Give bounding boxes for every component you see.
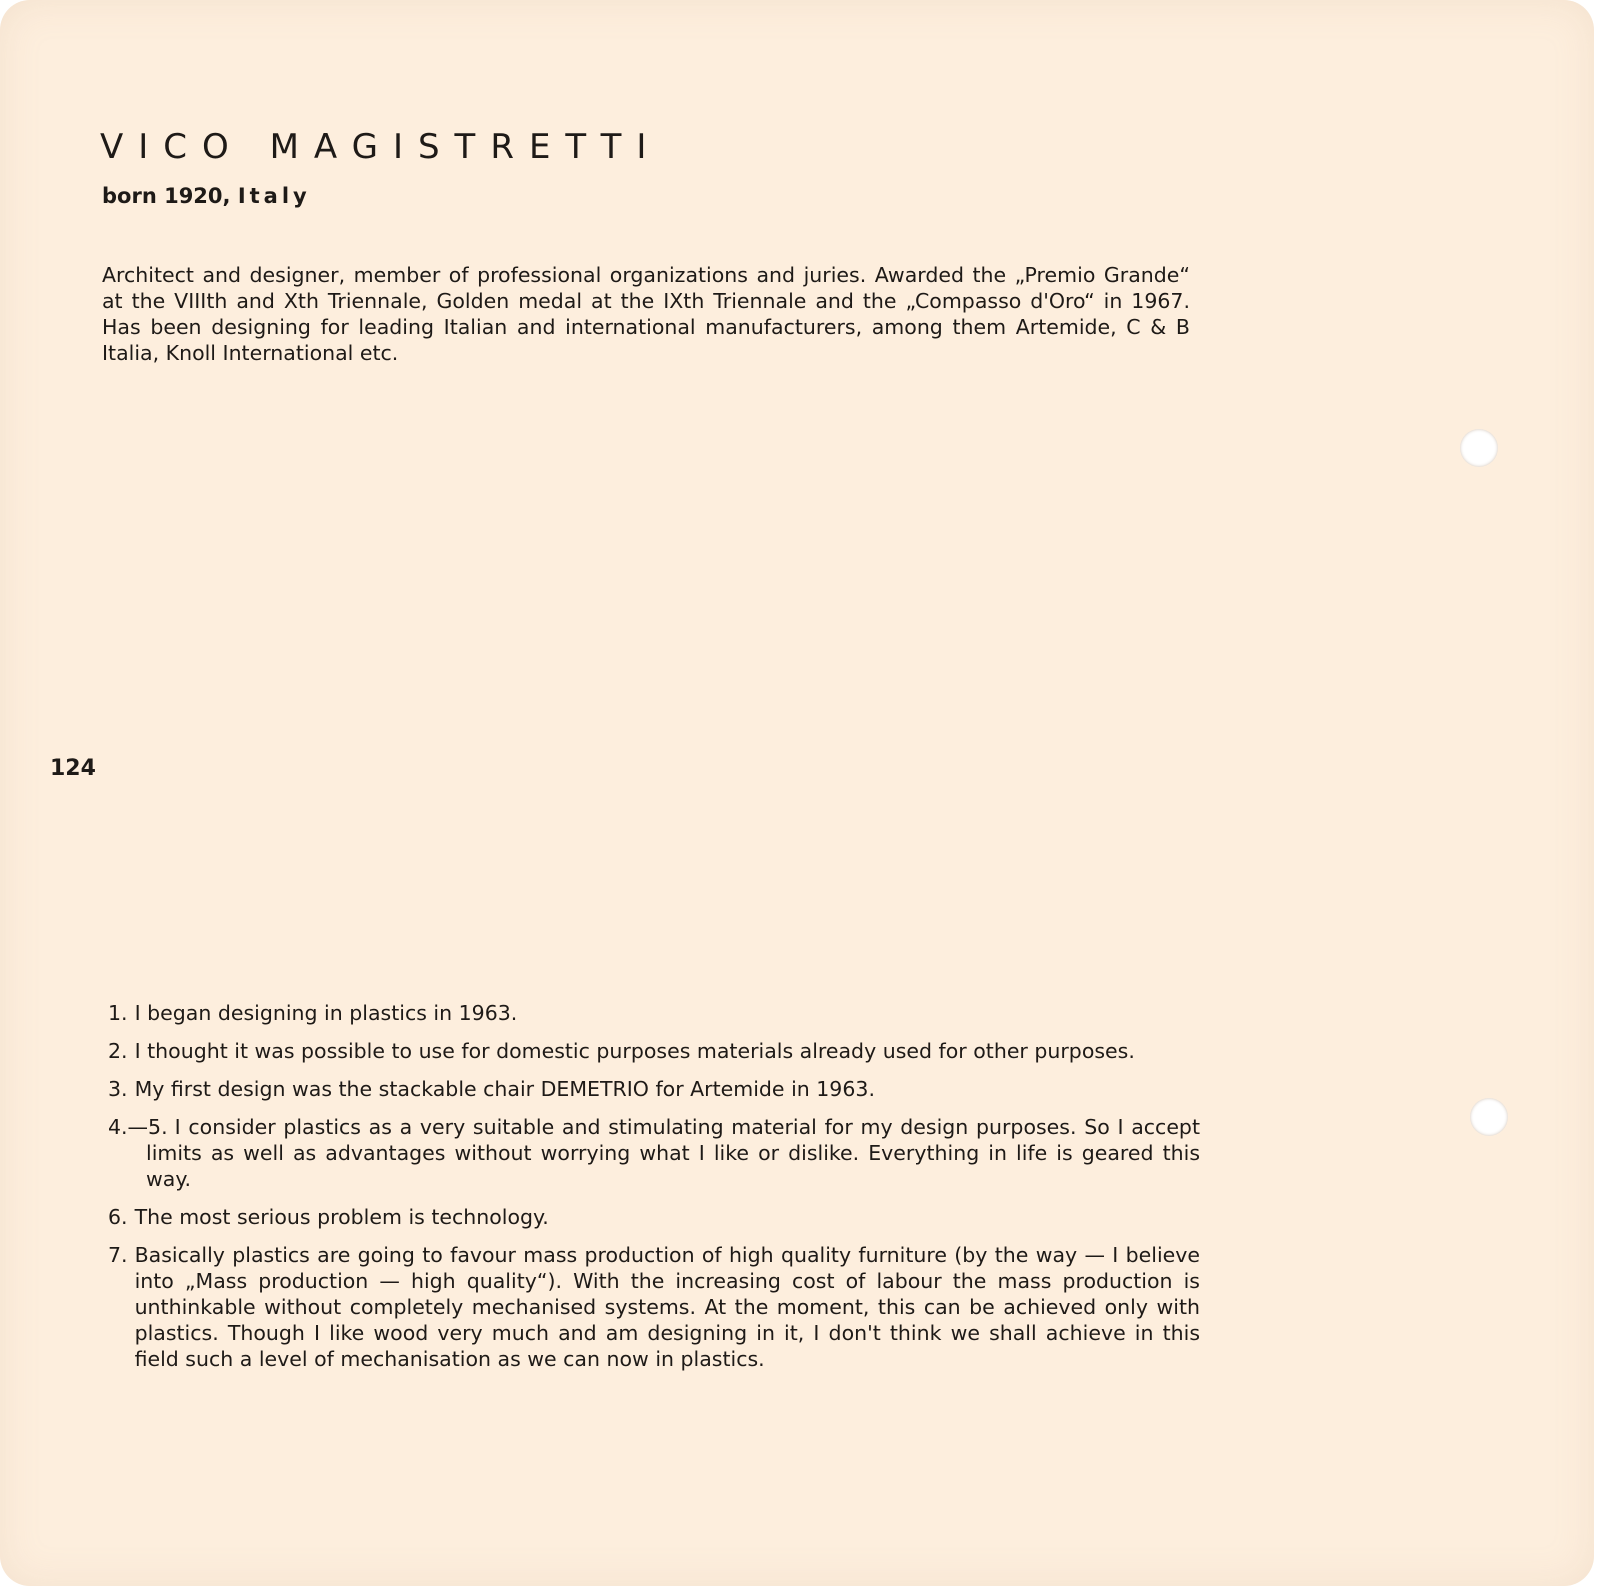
answer-item-2 [108, 1038, 1200, 1064]
designer-name: VICO MAGISTRETTI [100, 127, 662, 167]
answer-item-4-5 [108, 1114, 1200, 1192]
birth-country: Italy [237, 184, 311, 208]
answer-item-7 [108, 1242, 1200, 1372]
answer-text: I began designing in plastics in 1963. [134, 1001, 518, 1025]
answer-text: My first design was the stackable chair DEMETRIO for Artemide in 1963. [134, 1077, 875, 1101]
birth-year: born 1920, [102, 184, 231, 208]
answer-item-3 [108, 1076, 1200, 1102]
answer-number: 2. [108, 1039, 128, 1063]
answer-number: 1. [108, 1001, 128, 1025]
answer-text: Basically plastics are going to favour mass production of high quality furniture (by the way — I believe into „Mass production — high quality“). With the increasing cost of labour the mass production is unthinkable without completely mechanised systems. At the moment, this can be achieved only with plastics. Though I like wood very much and am designing in it, I don't think we shall achieve in this field such a level of mechanisation as we can now in plastics. [134, 1243, 1200, 1371]
answer-number: 3. [108, 1077, 128, 1101]
punch-hole [1470, 1098, 1508, 1136]
answers-list [108, 1000, 1200, 1384]
answer-number: 7. [108, 1243, 128, 1267]
biography-paragraph: Architect and designer, member of professional organizations and juries. Awarded the „Premio Grande“ at the VIIIth and Xth Triennale, Golden medal at the IXth Triennale and the „Compasso d'Oro“ in 1967. Has been designing for leading Italian and international manufacturers, among them Artemide, C & B Italia, Knoll International etc. [102, 263, 1190, 365]
answer-number: 4.—5. [108, 1115, 168, 1139]
answer-number: 6. [108, 1205, 128, 1229]
page-number: 124 [50, 756, 96, 781]
punch-hole [1460, 429, 1498, 467]
answer-text: I consider plastics as a very suitable and stimulating material for my design purposes. So I accept limits as well as advantages without worrying what I like or dislike. Everything in life is geared this way. [146, 1115, 1200, 1191]
answer-text: I thought it was possible to use for domestic purposes materials already used for other purposes. [134, 1039, 1135, 1063]
birth-info [102, 184, 311, 208]
answer-text: The most serious problem is technology. [134, 1205, 549, 1229]
answer-item-6 [108, 1204, 1200, 1230]
answer-item-1 [108, 1000, 1200, 1026]
